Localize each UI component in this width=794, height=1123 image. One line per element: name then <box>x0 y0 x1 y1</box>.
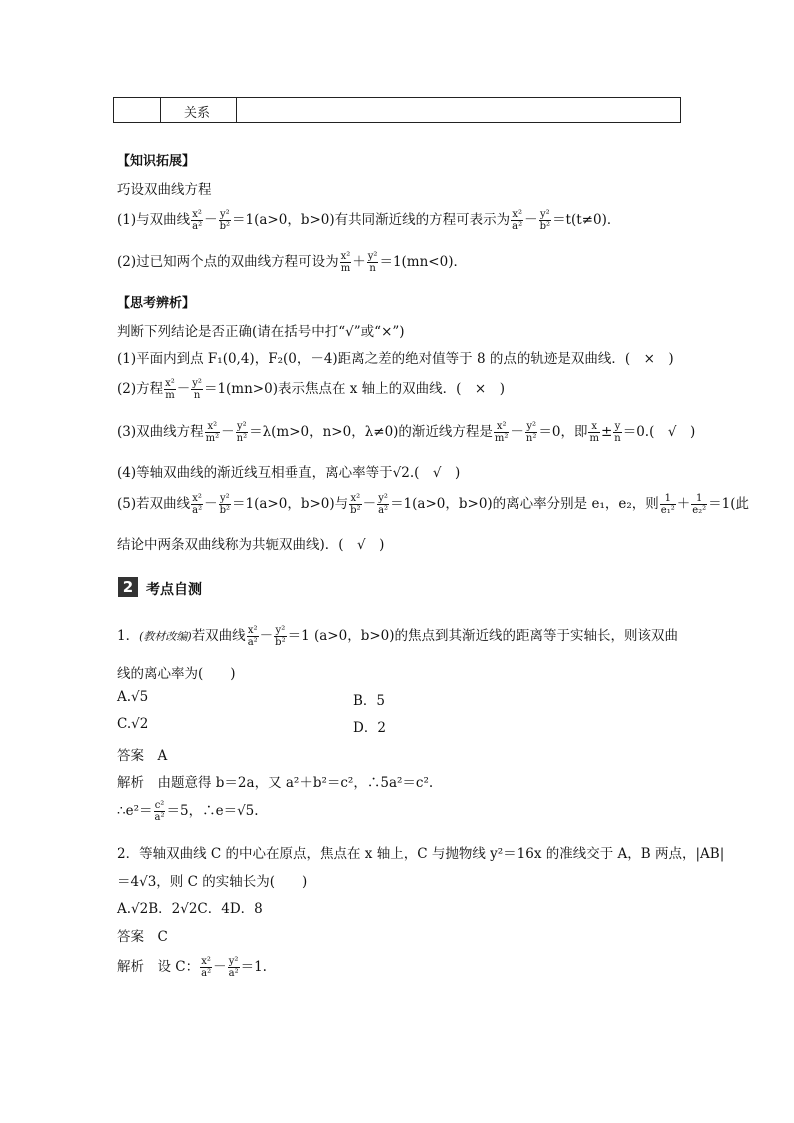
knowledge-item-2: (2)过已知两个点的双曲线方程可设为 $\frac{\text{x²}}{m}$ ＋ $\frac{\text{y²}}{n}$ ＝1(mn<0)． <box>117 251 467 274</box>
think-q1: (1)平面内到点 F₁(0,4)，F₂(0，－4)距离之差的绝对值等于 8 的点的轨迹是双曲线．( × ) <box>117 351 674 367</box>
think-q5: (5)若双曲线 $\frac{\text{x²}}{\text{a²}}$ － $\frac{\text{y²}}{\text{b²}}$ ＝1(a>0，b>0)与 $\frac{\text{x²}}{\text{b²}}$ － $\frac{\text{y²}}{\text{a²}}$ ＝1(a>0，b>0)的离心率分别是 e₁，e₂，则 $\frac{1}{\text{e₁²}}$ ＋ $\frac{1}{\text{e₂²}}$ ＝1(此 <box>117 493 750 516</box>
think-heading: 【思考辨析】 <box>117 296 196 311</box>
section-number-badge: 2 <box>118 577 138 597</box>
problem1-stem-cont: 线的离心率为( ) <box>117 666 236 682</box>
problem1-stem: 1．(教材改编)若双曲线 $\frac{\text{x²}}{\text{a²}}$ － $\frac{\text{y²}}{\text{b²}}$ ＝1 (a>0，b>0)的焦点到其渐近线的距离等于实轴长，则该双曲 <box>117 625 678 648</box>
problem2-options: A.√2B．2√2C．4D．8 <box>117 901 263 917</box>
table-divider <box>236 98 237 122</box>
top-table-row <box>113 97 681 123</box>
table-divider <box>160 98 161 122</box>
think-q2: (2)方程 $\frac{\text{x²}}{m}$ － $\frac{\text{y²}}{n}$ ＝1(mn>0)表示焦点在 x 轴上的双曲线．( × ) <box>117 378 506 401</box>
knowledge-title: 巧设双曲线方程 <box>117 182 212 198</box>
section-title: 考点自测 <box>146 582 202 598</box>
problem1-option-d: D．2 <box>353 720 386 736</box>
knowledge-item-1: (1)与双曲线 $\frac{\text{x²}}{\text{a²}}$ － $\frac{\text{y²}}{\text{b²}}$ ＝1(a>0，b>0)有共同渐近线的方程可表示为 $\frac{\text{x²}}{\text{a²}}$ － $\frac{\text{y²}}{\text{b²}}$ ＝t(t≠0)． <box>117 209 621 232</box>
problem2-solution: 解析 设 C： $\frac{\text{x²}}{\text{a²}}$ － $\frac{\text{y²}}{\text{a²}}$ ＝1. <box>117 956 267 979</box>
problem1-option-c: C.√2 <box>117 716 149 732</box>
knowledge-heading: 【知识拓展】 <box>117 154 196 169</box>
problem2-stem: 2．等轴双曲线 C 的中心在原点，焦点在 x 轴上，C 与抛物线 y²＝16x 的准线交于 A，B 两点，|AB| <box>117 846 725 862</box>
problem1-solution-cont: ∴e²＝ $\frac{\text{c²}}{\text{a²}}$ ＝5，∴e＝√5. <box>117 800 259 823</box>
problem2-answer: 答案 C <box>117 929 168 945</box>
problem1-option-a: A.√5 <box>117 689 149 705</box>
think-q5-cont: 结论中两条双曲线称为共轭双曲线)．( √ ) <box>117 537 385 553</box>
think-q3: (3)双曲线方程 $\frac{\text{x²}}{\text{m²}}$ － $\frac{\text{y²}}{\text{n²}}$ ＝λ(m>0，n>0，λ≠0)的渐近线方程是 $\frac{\text{x²}}{\text{m²}}$ － $\frac{\text{y²}}{\text{n²}}$ ＝0，即 $\frac{x}{m}$ ± $\frac{y}{n}$ ＝0.( √ ) <box>117 421 696 444</box>
think-intro: 判断下列结论是否正确(请在括号中打“√”或“×”) <box>117 324 405 340</box>
problem1-solution: 解析 由题意得 b＝2a，又 a²＋b²＝c²，∴5a²＝c². <box>117 775 434 791</box>
problem2-stem-cont: ＝4√3，则 C 的实轴长为( ) <box>117 874 308 890</box>
think-q4: (4)等轴双曲线的渐近线互相垂直，离心率等于√2.( √ ) <box>117 465 461 481</box>
table-cell-label: 关系 <box>184 106 211 121</box>
source-tag: (教材改编) <box>139 630 192 643</box>
problem1-answer: 答案 A <box>117 748 168 764</box>
problem1-option-b: B．5 <box>353 693 386 709</box>
